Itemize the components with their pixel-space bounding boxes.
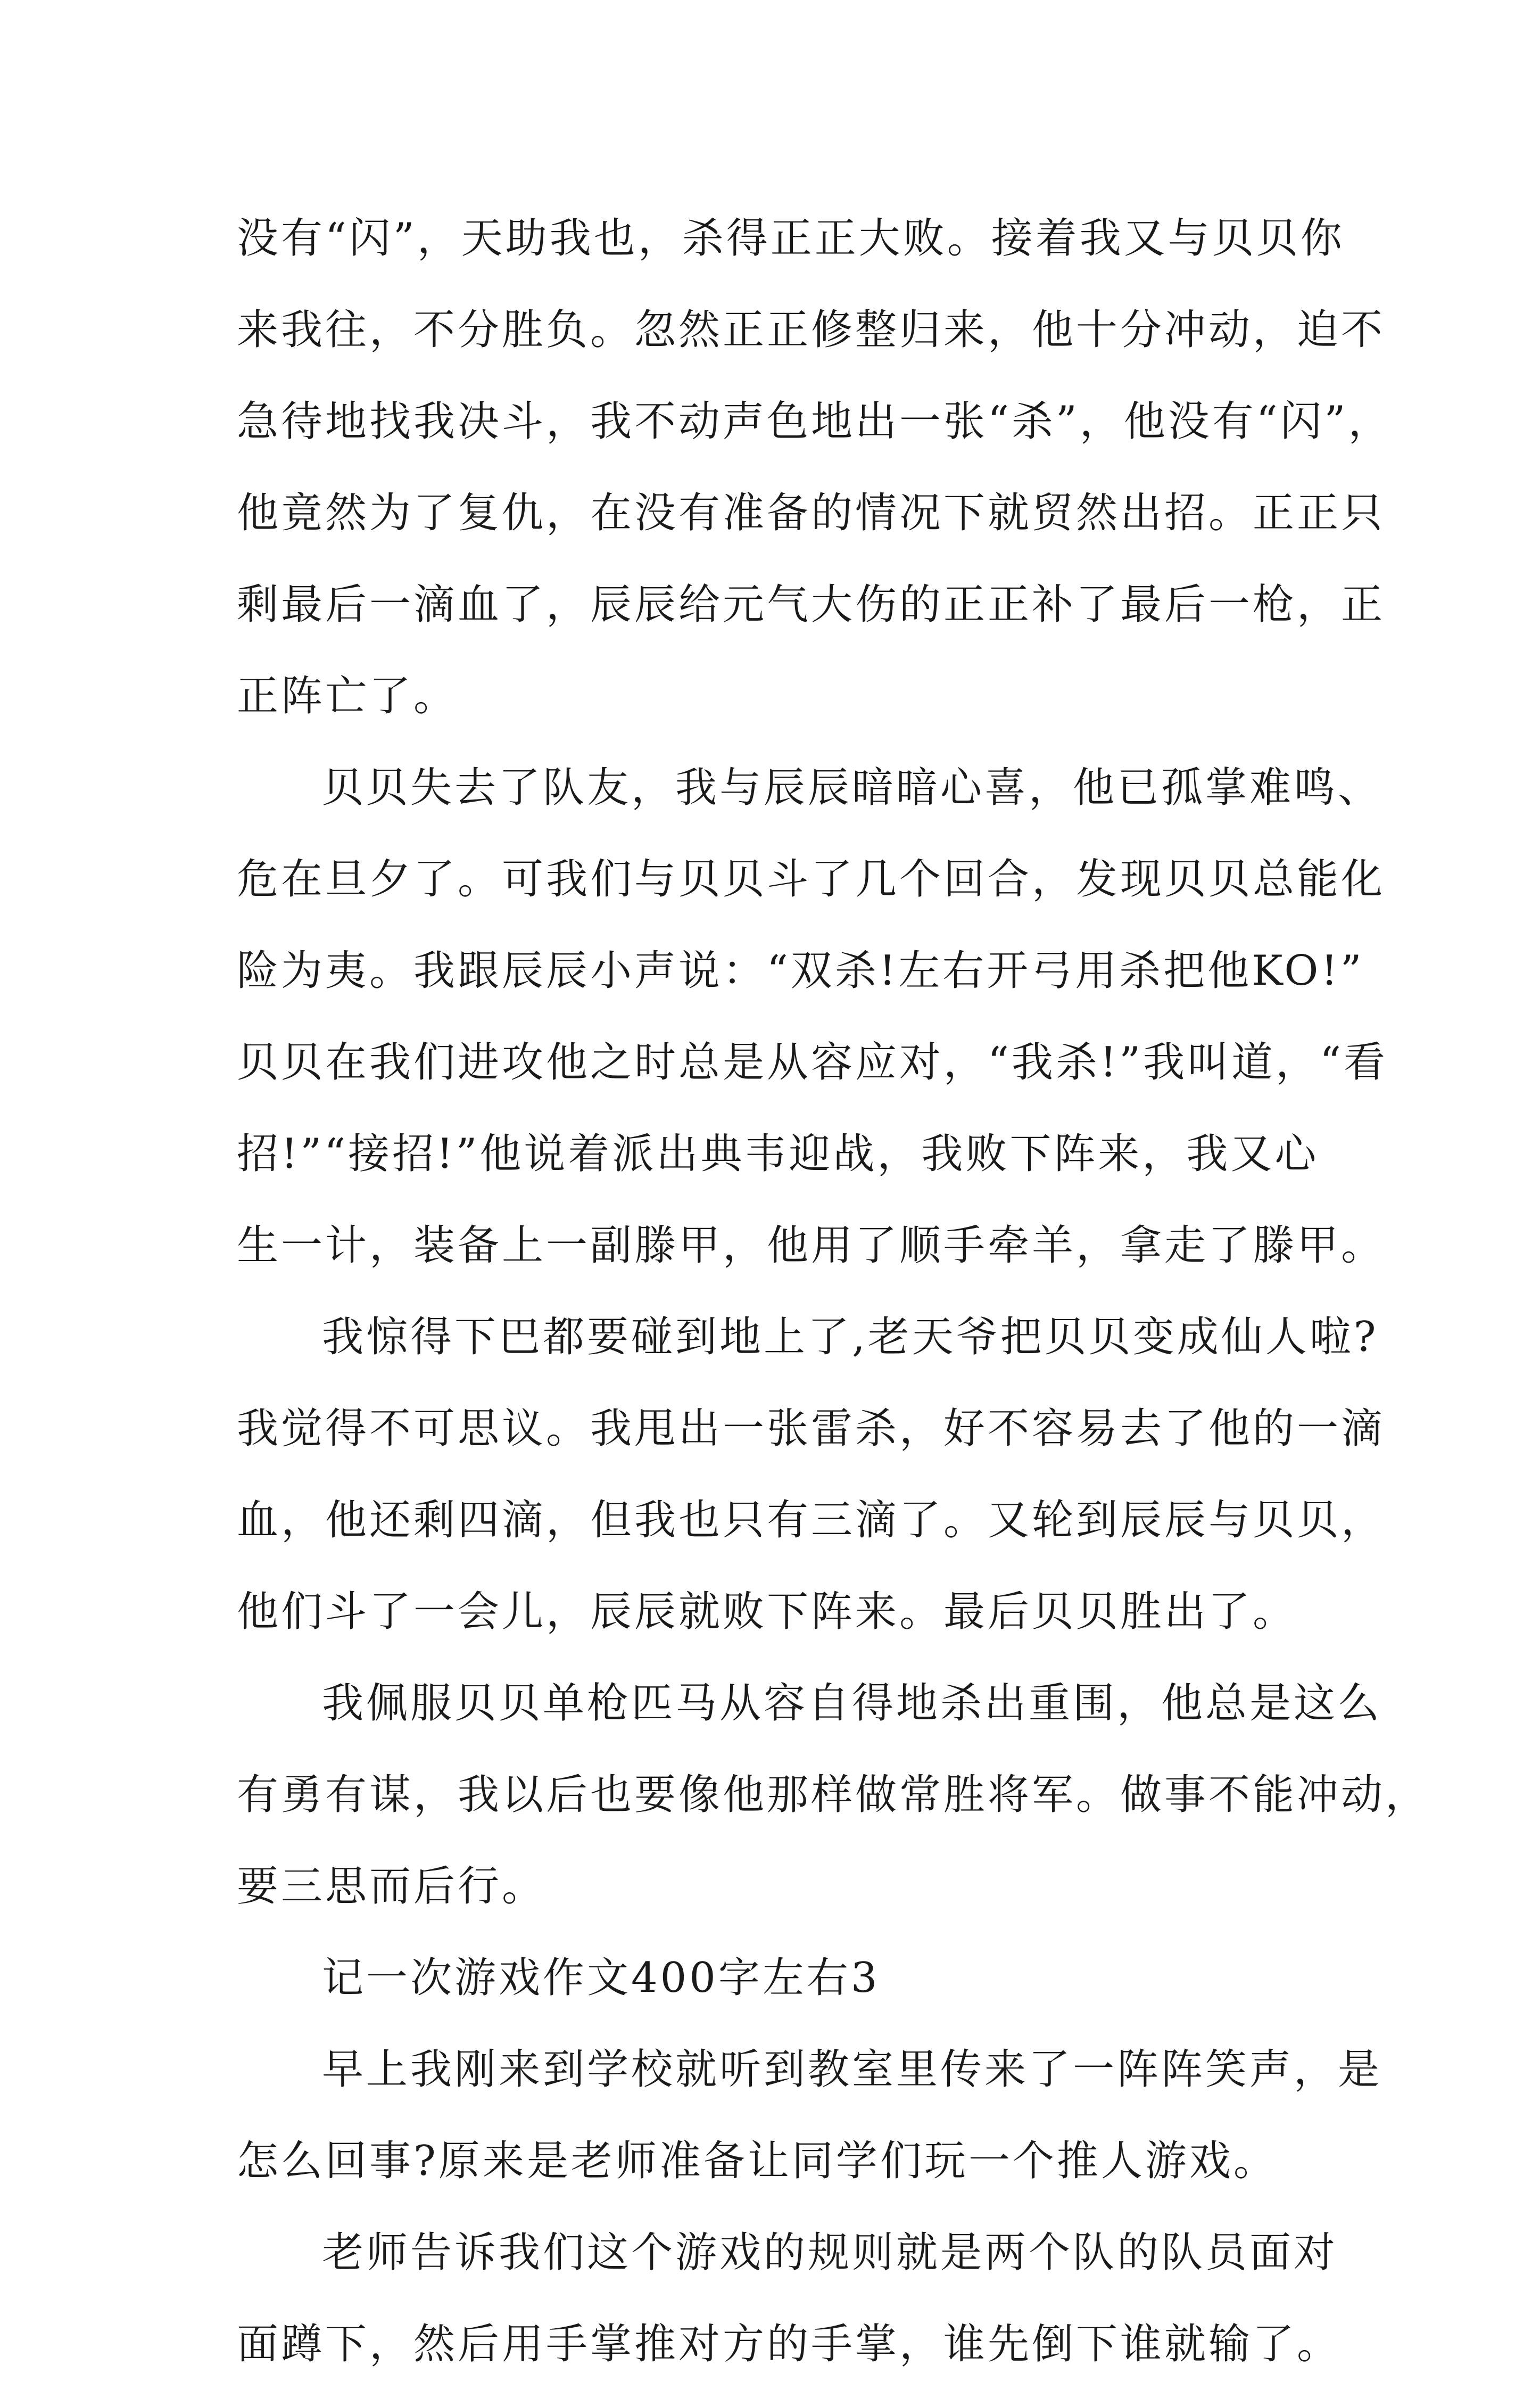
text-line: 他们斗了一会儿，辰辰就败下阵来。最后贝贝胜出了。 [237,1588,1297,1636]
section-heading: 记一次游戏作文400字左右3 [322,1954,880,2002]
text-line: 来我往，不分胜负。忽然正正修整归来，他十分冲动，迫不 [237,306,1386,354]
text-line: 他竟然为了复仇，在没有准备的情况下就贸然出招。正正只 [237,489,1386,537]
paragraph-first-line: 早上我刚来到学校就听到教室里传来了一阵阵笑声，是 [322,2046,1382,2094]
text-line: 血，他还剩四滴，但我也只有三滴了。又轮到辰辰与贝贝， [237,1496,1386,1544]
text-line: 险为夷。我跟辰辰小声说：“双杀!左右开弓用杀把他KO!” [237,947,1364,995]
text-line: 正阵亡了。 [237,672,458,720]
text-line: 招!”“接招!”他说着派出典韦迎战，我败下阵来，我又心 [237,1130,1319,1178]
text-line: 有勇有谋，我以后也要像他那样做常胜将军。做事不能冲动， [237,1771,1430,1819]
text-line: 剩最后一滴血了，辰辰给元气大伤的正正补了最后一枪，正 [237,581,1386,629]
text-line: 要三思而后行。 [237,1862,547,1910]
paragraph-first-line: 我佩服贝贝单枪匹马从容自得地杀出重围，他总是这么 [322,1679,1382,1727]
text-line: 怎么回事?原来是老师准备让同学们玩一个推人游戏。 [237,2137,1278,2185]
paragraph-first-line: 老师告诉我们这个游戏的规则就是两个队的队员面对 [322,2229,1338,2277]
text-line: 我觉得不可思议。我甩出一张雷杀，好不容易去了他的一滴 [237,1405,1386,1453]
document-body [237,193,1430,2390]
paragraph-first-line: 贝贝失去了队友，我与辰辰暗暗心喜，他已孤掌难鸣、 [322,764,1382,812]
text-line: 急待地找我决斗，我不动声色地出一张“杀”，他没有“闪”， [237,398,1393,446]
text-line: 生一计，装备上一副滕甲，他用了顺手牵羊，拿走了滕甲。 [237,1222,1386,1270]
paragraph-first-line: 我惊得下巴都要碰到地上了,老天爷把贝贝变成仙人啦? [322,1313,1379,1361]
text-line: 没有“闪”，天助我也，杀得正正大败。接着我又与贝贝你 [237,215,1345,262]
text-line: 贝贝在我们进攻他之时总是从容应对，“我杀!”我叫道，“看 [237,1039,1388,1086]
text-line: 面蹲下，然后用手掌推对方的手掌，谁先倒下谁就输了。 [237,2320,1342,2368]
text-line: 危在旦夕了。可我们与贝贝斗了几个回合，发现贝贝总能化 [237,855,1386,903]
